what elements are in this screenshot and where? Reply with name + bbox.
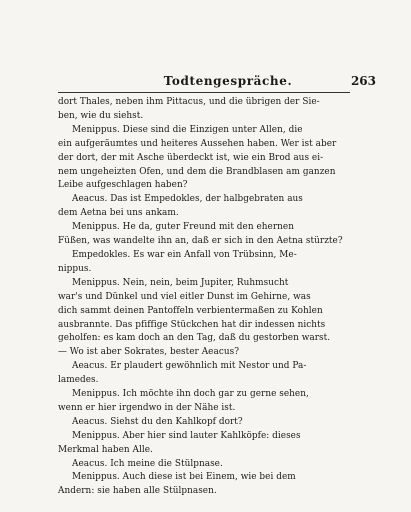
page-number: 263 <box>350 74 376 88</box>
text-line: nem ungeheizten Ofen, und dem die Brandblasen am ganzen <box>58 166 336 177</box>
text-line: Aeacus. Siehst du den Kahlkopf dort? <box>72 416 243 427</box>
text-line: Menippus. He da, guter Freund mit den ehernen <box>72 222 294 233</box>
text-line: nippus. <box>58 263 92 274</box>
text-line: ein aufgeräumtes und heiteres Aussehen haben. Wer ist aber <box>58 138 337 149</box>
text-line: Füßen, was wandelte ihn an, daß er sich in den Aetna stürzte? <box>58 236 343 247</box>
text-line: geholfen: es kam doch an den Tag, daß du gestorben warst. <box>58 333 331 344</box>
text-line: Aeacus. Er plaudert gewöhnlich mit Nestor und Pa- <box>72 361 307 372</box>
text-line: lamedes. <box>58 375 99 386</box>
text-line: dem Aetna bei uns ankam. <box>58 208 179 219</box>
text-line: Leibe aufgeschlagen haben? <box>58 180 188 191</box>
page-header <box>108 74 376 94</box>
text-line: ausbrannte. Das pfiffige Stückchen hat dir indessen nichts <box>58 319 326 330</box>
running-title: Todtengespräche. <box>163 74 293 88</box>
text-line: — Wo ist aber Sokrates, bester Aeacus? <box>58 347 240 358</box>
page-body <box>58 96 350 499</box>
text-line: ben, wie du siehst. <box>58 110 144 121</box>
text-line: war's und Dünkel und viel eitler Dunst im Gehirne, was <box>58 291 311 302</box>
text-line: Empedokles. Es war ein Anfall von Trübsinn, Me- <box>72 249 297 260</box>
text-line: Menippus. Auch diese ist bei Einem, wie bei dem <box>72 472 296 483</box>
text-line: Menippus. Aber hier sind lauter Kahlköpfe: dieses <box>72 430 301 441</box>
text-line: Menippus. Nein, nein, beim Jupiter, Ruhmsucht <box>72 277 289 288</box>
text-line: der dort, der mit Asche überdeckt ist, wie ein Brod aus ei- <box>58 152 324 163</box>
text-line: dich sammt deinen Pantoffeln verbientermaßen zu Kohlen <box>58 305 323 316</box>
text-line: Aeacus. Ich meine die Stülpnase. <box>72 458 223 469</box>
text-line: dort Thales, neben ihm Pittacus, und die übrigen der Sie- <box>58 97 320 107</box>
text-line: Aeacus. Das ist Empedokles, der halbgebraten aus <box>72 194 303 205</box>
text-line: Menippus. Ich möchte ihn doch gar zu gerne sehen, <box>72 389 309 400</box>
text-line: Andern: sie haben alle Stülpnasen. <box>58 486 217 497</box>
text-line: Merkmal haben Alle. <box>58 444 153 455</box>
text-line: wenn er hier irgendwo in der Nähe ist. <box>58 402 236 413</box>
text-line: Menippus. Diese sind die Einzigen unter Allen, die <box>72 124 303 135</box>
header-rule <box>58 92 350 93</box>
